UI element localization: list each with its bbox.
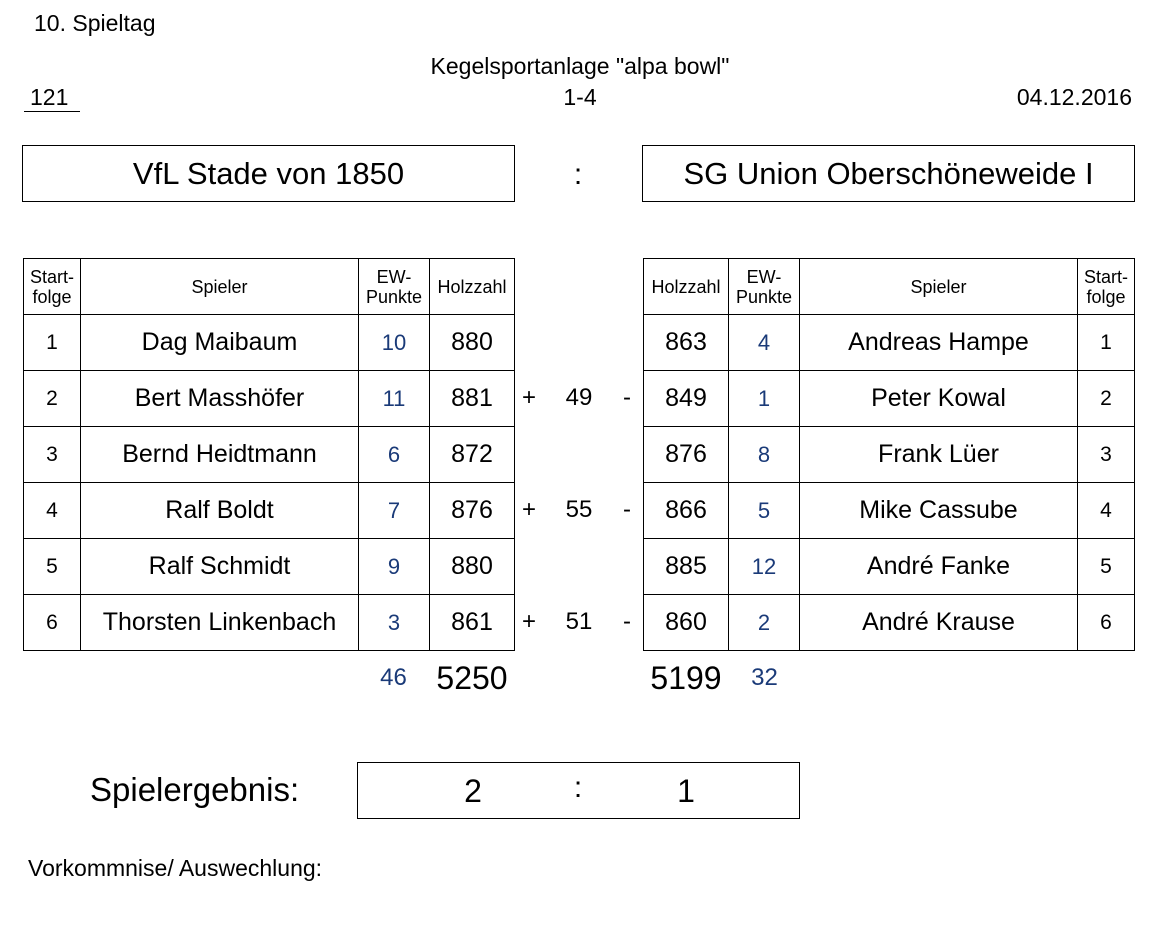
holzzahl: 881 — [430, 371, 515, 427]
holzzahl: 880 — [430, 315, 515, 371]
table-row — [24, 483, 515, 539]
guest-players-table — [643, 258, 1135, 651]
player-name: Bernd Heidtmann — [81, 427, 359, 483]
result-label: Spielergebnis: — [90, 771, 300, 808]
ew-points: 11 — [359, 371, 430, 427]
player-name: Andreas Hampe — [800, 315, 1078, 371]
home-players-table — [23, 258, 515, 651]
plus-sign: + — [522, 608, 537, 635]
start-order: 2 — [1078, 371, 1135, 427]
ew-points: 3 — [359, 595, 430, 651]
table-row — [644, 483, 1135, 539]
guest-holz-total: 5199 — [650, 660, 722, 696]
ew-points: 7 — [359, 483, 430, 539]
player-name: Mike Cassube — [800, 483, 1078, 539]
col-header-startfolge: Start- folge — [24, 259, 81, 315]
col-header-startfolge: Start- folge — [1078, 259, 1135, 315]
table-row — [24, 539, 515, 595]
player-name: Peter Kowal — [800, 371, 1078, 427]
table-row — [644, 427, 1135, 483]
start-order: 3 — [1078, 427, 1135, 483]
minus-sign: - — [623, 384, 631, 411]
table-row — [24, 595, 515, 651]
venue-name: Kegelsportanlage "alpa bowl" — [430, 53, 730, 79]
ew-points: 12 — [729, 539, 800, 595]
player-name: Ralf Schmidt — [81, 539, 359, 595]
start-order: 1 — [24, 315, 81, 371]
player-name: Thorsten Linkenbach — [81, 595, 359, 651]
player-name: Bert Masshöfer — [81, 371, 359, 427]
result-separator: : — [573, 771, 583, 804]
table-row — [24, 427, 515, 483]
guest-team-name: SG Union Oberschöneweide I — [683, 155, 1094, 191]
start-order: 5 — [1078, 539, 1135, 595]
table-header-row — [24, 259, 515, 315]
ew-points: 10 — [359, 315, 430, 371]
col-header-spieler: Spieler — [81, 259, 359, 315]
table-row — [24, 315, 515, 371]
home-ew-total: 46 — [380, 664, 407, 691]
table-row — [644, 315, 1135, 371]
result-box — [357, 762, 800, 819]
home-result: 2 — [464, 773, 482, 809]
teams-separator: : — [573, 158, 583, 191]
player-name: Frank Lüer — [800, 427, 1078, 483]
diff-value: 49 — [565, 384, 593, 411]
start-order: 1 — [1078, 315, 1135, 371]
player-name: Dag Maibaum — [81, 315, 359, 371]
player-name: Ralf Boldt — [81, 483, 359, 539]
round-label: 1-4 — [563, 84, 597, 110]
col-header-ew: EW- Punkte — [359, 259, 430, 315]
player-name: André Fanke — [800, 539, 1078, 595]
minus-sign: - — [623, 496, 631, 523]
matchday-title: 10. Spieltag — [34, 10, 156, 36]
start-order: 2 — [24, 371, 81, 427]
start-order: 5 — [24, 539, 81, 595]
holzzahl: 880 — [430, 539, 515, 595]
table-row — [644, 371, 1135, 427]
col-header-ew: EW- Punkte — [729, 259, 800, 315]
incidents-label: Vorkommnise/ Auswechlung: — [28, 855, 323, 881]
holzzahl: 872 — [430, 427, 515, 483]
match-date: 04.12.2016 — [1016, 84, 1132, 110]
player-name: André Krause — [800, 595, 1078, 651]
start-order: 4 — [1078, 483, 1135, 539]
holzzahl: 876 — [644, 427, 729, 483]
ew-points: 5 — [729, 483, 800, 539]
home-holz-total: 5250 — [436, 660, 508, 696]
ew-points: 4 — [729, 315, 800, 371]
table-row — [24, 371, 515, 427]
ew-points: 2 — [729, 595, 800, 651]
holzzahl: 885 — [644, 539, 729, 595]
minus-sign: - — [623, 608, 631, 635]
plus-sign: + — [522, 496, 537, 523]
pair-diff-1 — [515, 370, 643, 426]
home-team-box — [22, 145, 515, 202]
holzzahl: 849 — [644, 371, 729, 427]
holzzahl: 876 — [430, 483, 515, 539]
holzzahl: 861 — [430, 595, 515, 651]
holzzahl: 863 — [644, 315, 729, 371]
ew-points: 9 — [359, 539, 430, 595]
start-order: 4 — [24, 483, 81, 539]
holzzahl: 860 — [644, 595, 729, 651]
guest-result: 1 — [677, 773, 695, 809]
ew-points: 6 — [359, 427, 430, 483]
guest-ew-total: 32 — [751, 664, 778, 691]
home-team-name: VfL Stade von 1850 — [132, 155, 405, 191]
match-number: 121 — [24, 84, 80, 112]
table-header-row — [644, 259, 1135, 315]
table-row — [644, 595, 1135, 651]
diff-value: 51 — [565, 608, 593, 635]
table-row — [644, 539, 1135, 595]
ew-points: 8 — [729, 427, 800, 483]
plus-sign: + — [522, 384, 537, 411]
ew-points: 1 — [729, 371, 800, 427]
start-order: 6 — [1078, 595, 1135, 651]
start-order: 6 — [24, 595, 81, 651]
col-header-holzzahl: Holzzahl — [430, 259, 515, 315]
col-header-spieler: Spieler — [800, 259, 1078, 315]
start-order: 3 — [24, 427, 81, 483]
holzzahl: 866 — [644, 483, 729, 539]
guest-team-box — [642, 145, 1135, 202]
col-header-holzzahl: Holzzahl — [644, 259, 729, 315]
diff-value: 55 — [565, 496, 593, 523]
pair-diff-2 — [515, 482, 643, 538]
pair-diff-3 — [515, 594, 643, 650]
